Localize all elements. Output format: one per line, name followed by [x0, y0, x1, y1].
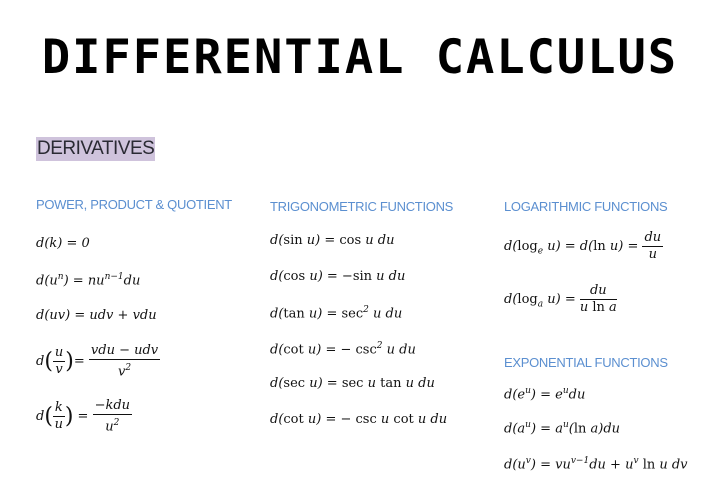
- formula-csc: d(cot u) = − csc u cot u du: [270, 412, 448, 427]
- formula-exp-a: $d(a^u) = a^u(\ln$ a)du: [504, 420, 621, 437]
- formula-ln: $d(\log_e$ u) = d(ln u) = $\frac{du}{u}$: [504, 230, 662, 262]
- formula-exp-e: $d(e^u) = e^udu$: [504, 386, 586, 403]
- formula-sec: d(sec u) = sec u tan u du: [270, 376, 435, 391]
- formula-quotient: d( $\frac{u}{v}$ )= $\frac{\text{vdu − udv}}{v^2}$: [36, 343, 159, 380]
- column-heading-exp: EXPONENTIAL FUNCTIONS: [504, 355, 668, 370]
- column-heading-log: LOGARITHMIC FUNCTIONS: [504, 199, 668, 214]
- page-title: DIFFERENTIAL CALCULUS: [41, 30, 679, 85]
- column-heading-power: POWER, PRODUCT & QUOTIENT: [36, 197, 232, 212]
- formula-constant: d(k) = 0: [36, 236, 90, 251]
- formula-product: d(uv) = udv + vdu: [36, 308, 157, 323]
- formula-log-a: $d(\log_a$ u) = $\frac{du}{\text{u ln a}}$: [504, 283, 617, 315]
- formula-constant-quotient: d( $\frac{k}{u}$ ) = $\frac{\text{−kdu}}{u^2}$: [36, 398, 131, 435]
- formula-exp-uv: $d(u^v) = vu^{v-1}du + u^v$ ln u dv: [504, 456, 688, 473]
- formula-power: $d(u^n) = nu^{n-1}du$: [36, 272, 141, 289]
- column-heading-trig: TRIGONOMETRIC FUNCTIONS: [270, 199, 454, 214]
- formula-cot: d(cot u) = − $\csc^2 u$ du: [270, 341, 416, 358]
- formula-cos: d(cos u) = −sin u du: [270, 269, 406, 284]
- section-heading: DERIVATIVES: [37, 138, 155, 159]
- formula-tan: d(tan $u) = \sec^2 u$ du: [270, 305, 403, 322]
- formula-sin: d(sin u) = cos u du: [270, 233, 395, 248]
